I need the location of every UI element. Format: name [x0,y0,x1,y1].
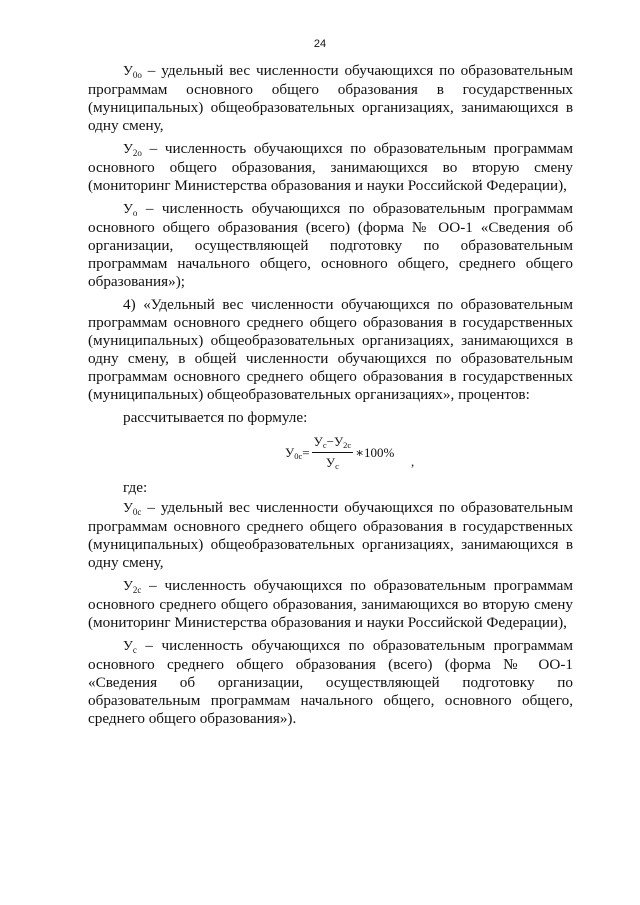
formula-numerator: $У_с-У_{2с}$ [312,433,354,453]
definition-yc: $У_с$ – численность обучающихся по образовательным программам основного среднего общего образования (всего) (форма № ОО-1 «Сведения об организации, осуществляющей подготовку по образовательным программам начального общего, основного общего, среднего общего образования»). [88,637,573,727]
formula-intro: рассчитывается по формуле: [123,409,308,426]
formula-lhs: $У_{0с}$ [285,444,303,461]
definition-y0c: $У_{0с}$ – удельный вес численности обучающихся по образовательным программам основного среднего общего образования в государственных (муниципальных) общеобразовательных организациях, занимающихся в одну смену, [88,499,573,571]
symbol-y0o: $У_{0о}$ [123,64,142,80]
formula-multiplier: ∗100% [355,444,395,460]
definition-y2o: $У_{2о}$ – численность обучающихся по образовательным программам основного общего образования, занимающихся во вторую смену (мониторинг Министерства образования и науки Российской Федерации), [88,140,573,194]
symbol-y2o: $У_{2о}$ [123,142,142,158]
formula-denominator: $У_с$ [325,455,339,471]
definition-y2c: $У_{2с}$ – численность обучающихся по образовательным программам основного среднего общего образования, занимающихся во вторую смену (мониторинг Министерства образования и науки Российской Федерации), [88,577,573,631]
symbol-yc: $У_с$ [123,639,137,655]
page-content [88,62,573,733]
symbol-y2c: $У_{2с}$ [123,579,142,595]
formula [285,433,394,472]
symbol-y0c: $У_{0с}$ [123,501,142,517]
formula-comma: , [411,454,415,469]
formula-equals: = [302,444,310,460]
page-number: 24 [313,38,327,50]
definition-yo: $У_о$ – численность обучающихся по образовательным программам основного общего образования (всего) (форма № ОО-1 «Сведения об организации, осуществляющей подготовку по образовательным программам начального общего, основного общего, среднего общего образования»); [88,200,573,290]
symbol-yo: $У_о$ [123,202,138,218]
where-label: где: [123,479,148,496]
formula-block [88,431,573,471]
definition-y0o: $У_{0о}$ – удельный вес численности обучающихся по образовательным программам основного общего образования в государственных (муниципальных) общеобразовательных организациях, занимающихся в одну смену, [88,62,573,134]
item-4-paragraph: 4) «Удельный вес численности обучающихся по образовательным программам основного среднего общего образования в государственных (муниципальных) общеобразовательных организациях, занимающихся в одну смену, в общей численности обучающихся по образовательным программам основного среднего общего образования в государственных (муниципальных) общеобразовательных организациях», процентов: [88,296,573,403]
formula-fraction [312,433,354,472]
